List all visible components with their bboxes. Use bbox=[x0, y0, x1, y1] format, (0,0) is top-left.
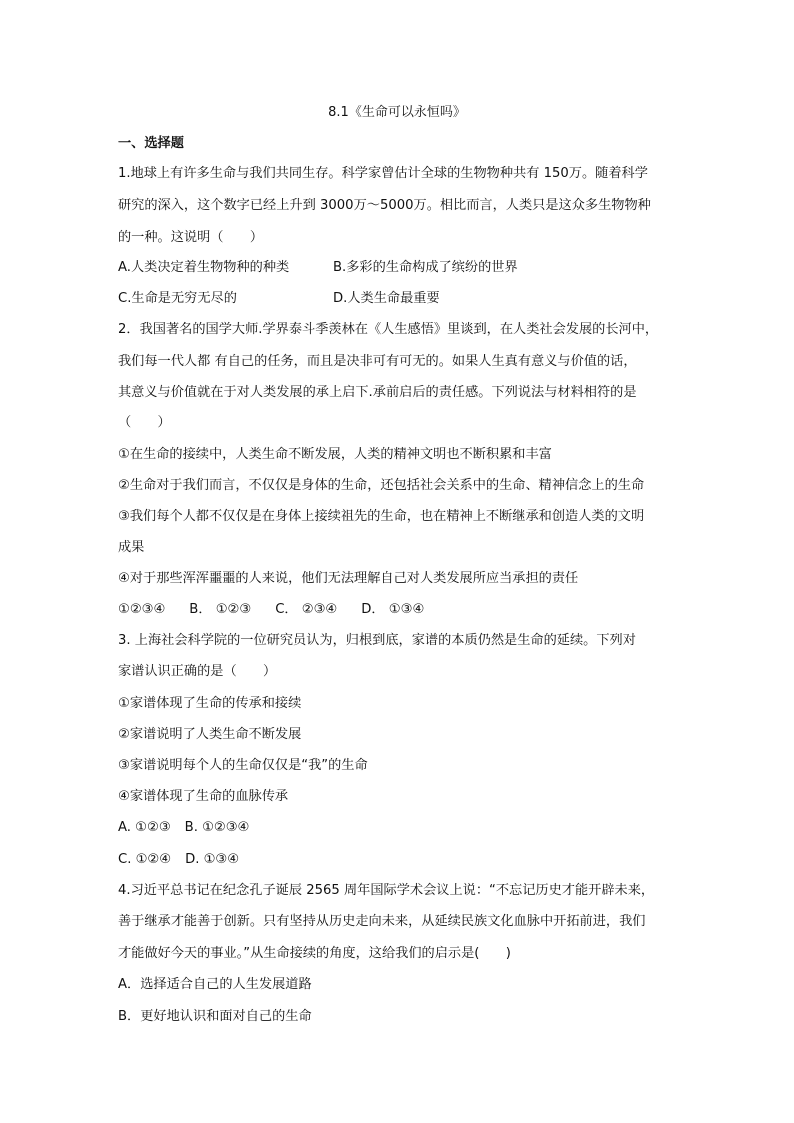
q3-statement-1: ①家谱体现了生命的传承和接续 bbox=[118, 696, 302, 711]
q1-stem-line-1: 1.地球上有许多生命与我们共同生存。科学家曾估计全球的生物物种共有 150万。随着科学 bbox=[118, 166, 648, 181]
q3-stem-line-2: 家谱认识正确的是（ ） bbox=[118, 664, 277, 679]
q2-stem-line-3: 其意义与价值就在于对人类发展的承上启下.承前启后的责任感。下列说法与材料相符的是 bbox=[118, 385, 637, 400]
q2-stem-line-1: 2．我国著名的国学大师.学界泰斗季羡林在《人生感悟》里谈到，在人类社会发展的长河中， bbox=[118, 322, 659, 337]
page-title: 8.1《生命可以永恒吗》 bbox=[328, 105, 466, 120]
q1-options-row-1 bbox=[118, 258, 684, 278]
q4-option-a: A．选择适合自己的人生发展道路 bbox=[118, 977, 312, 992]
q1-option-a: A.人类决定着生物物种的种类 bbox=[118, 260, 290, 275]
q2-stem-line-2: 我们每一代人都 有自己的任务，而且是决非可有可无的。如果人生真有意义与价值的话， bbox=[118, 354, 637, 369]
q3-option-b: B. ①②③④ bbox=[184, 820, 250, 835]
q1-options-row-2 bbox=[118, 289, 684, 309]
q2-statement-2: ②生命对于我们而言，不仅仅是身体的生命，还包括社会关系中的生命、精神信念上的生命 bbox=[118, 478, 645, 493]
q2-options-row bbox=[118, 600, 684, 620]
q2-statement-1: ①在生命的接续中，人类生命不断发展，人类的精神文明也不断积累和丰富 bbox=[118, 447, 552, 462]
q4-stem-line-2: 善于继承才能善于创新。只有坚持从历史走向未来，从延续民族文化血脉中开拓前进，我们 bbox=[118, 914, 646, 929]
q1-option-b: B.多彩的生命构成了缤纷的世界 bbox=[333, 260, 518, 275]
q2-statement-3-continued: 成果 bbox=[118, 540, 145, 555]
q4-stem-line-3: 才能做好今天的事业。”从生命接续的角度，这给我们的启示是( ) bbox=[118, 946, 511, 961]
q4-option-b: B．更好地认识和面对自己的生命 bbox=[118, 1009, 312, 1024]
q1-stem-line-2: 研究的深入，这个数字已经上升到 3000万～5000万。相比而言，人类只是这众多生物物种 bbox=[118, 198, 651, 213]
q3-statement-2: ②家谱说明了人类生命不断发展 bbox=[118, 727, 302, 742]
section-heading: 一、选择题 bbox=[118, 136, 184, 151]
q2-option-c: C． ②③④ bbox=[275, 602, 338, 617]
q3-option-d: D. ①③④ bbox=[185, 852, 240, 867]
q1-stem-line-3: 的一种。这说明（ ） bbox=[118, 230, 264, 245]
q2-statement-4: ④对于那些浑浑噩噩的人来说，他们无法理解自己对人类发展所应当承担的责任 bbox=[118, 571, 579, 586]
q3-option-c: C. ①②④ bbox=[118, 852, 172, 867]
q2-statement-3: ③我们每个人都不仅仅是在身体上接续祖先的生命，也在精神上不断继承和创造人类的文明 bbox=[118, 509, 645, 524]
q3-statement-4: ④家谱体现了生命的血脉传承 bbox=[118, 789, 289, 804]
q3-options-row-1 bbox=[118, 818, 684, 838]
q2-stem-line-4: （ ） bbox=[118, 415, 171, 430]
q4-stem-line-1: 4.习近平总书记在纪念孔子诞辰 2565 周年国际学术会议上说：“不忘记历史才能开辟未来， bbox=[118, 883, 655, 898]
q2-option-d: D． ①③④ bbox=[361, 602, 425, 617]
q3-stem-line-1: 3. 上海社会科学院的一位研究员认为，归根到底，家谱的本质仍然是生命的延续。下列对 bbox=[118, 633, 636, 648]
q1-option-d: D.人类生命最重要 bbox=[333, 291, 440, 306]
q3-options-row-2 bbox=[118, 850, 684, 870]
q1-option-c: C.生命是无穷无尽的 bbox=[118, 291, 237, 306]
q2-option-a: ①②③④ bbox=[118, 602, 166, 617]
q2-option-b: B． ①②③ bbox=[189, 602, 252, 617]
q3-statement-3: ③家谱说明每个人的生命仅仅是“我”的生命 bbox=[118, 758, 368, 773]
q3-option-a: A. ①②③ bbox=[118, 820, 171, 835]
